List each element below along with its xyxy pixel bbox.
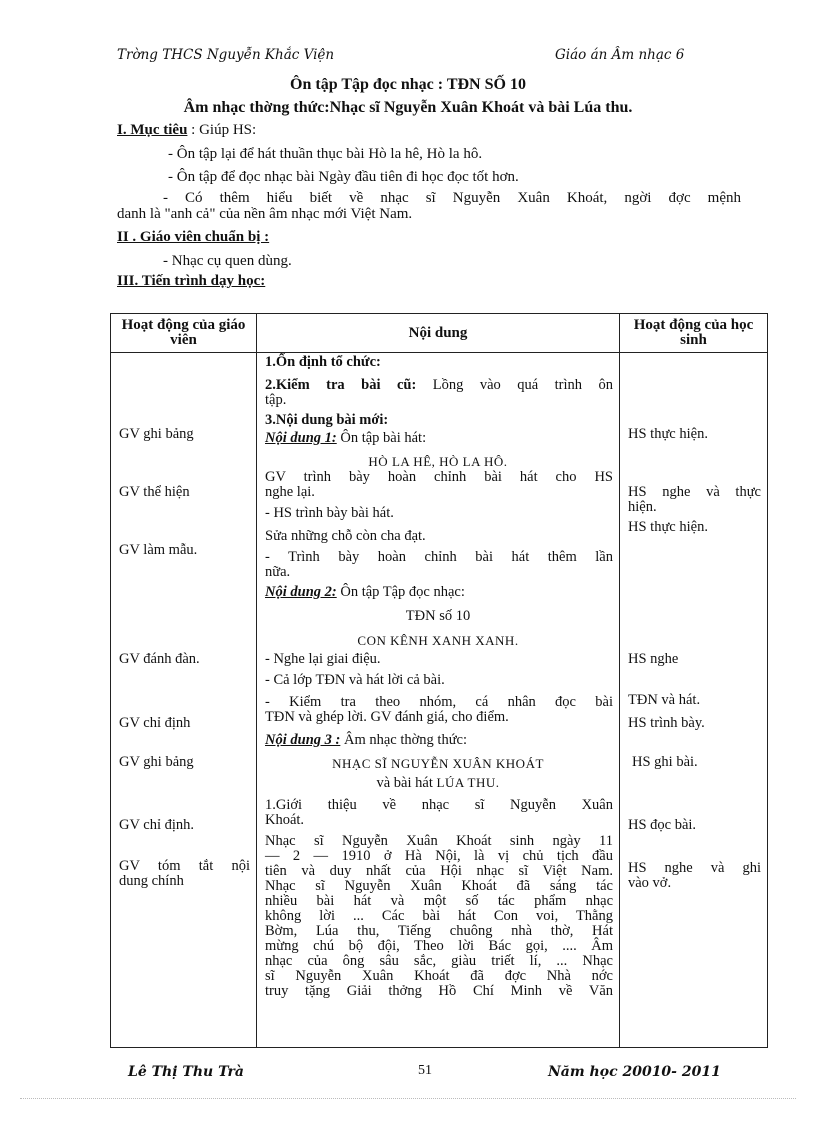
- bio-line: Nhạc sĩ Nguyễn Xuân Khoát đã sáng tác: [265, 878, 613, 894]
- objectives-heading-rest: : Giúp HS:: [187, 122, 257, 138]
- teacher-activity: GV chỉ định.: [119, 817, 195, 833]
- content-step-2: [265, 378, 613, 393]
- title-line-2: Âm nhạc thờng thức:Nhạc sĩ Nguyễn Xuân Khoát và bài Lúa thu.: [183, 99, 633, 116]
- page-number: 51: [418, 1063, 432, 1078]
- student-activity: HS nghe: [628, 651, 679, 667]
- content-step-1: 1.Ổn định tổ chức:: [265, 354, 381, 370]
- content-line: Sửa những chỗ còn cha đạt.: [265, 528, 426, 544]
- content-step-2-cont: tập.: [265, 392, 287, 408]
- header-school: Trờng THCS Nguyễn Khắc Viện: [117, 47, 335, 63]
- footer-author: Lê Thị Thu Trà: [128, 1064, 244, 1080]
- footer-school-year: Năm học 20010- 2011: [548, 1064, 721, 1080]
- content-line: 1.Giới thiệu về nhạc sĩ Nguyễn Xuân: [265, 797, 613, 813]
- part-1-text: Ôn tập bài hát:: [336, 430, 427, 446]
- bio-line: Bờm, Lúa thu, Tiếng chuông nhà thờ, Hát: [265, 923, 613, 939]
- prep-heading: II . Giáo viên chuẩn bị :: [117, 229, 270, 245]
- content-line: Khoát.: [265, 812, 305, 828]
- content-part-3: [265, 733, 613, 748]
- title-line-1: Ôn tập Tập đọc nhạc : TĐN SỐ 10: [290, 76, 526, 93]
- student-activity: HS nghe và ghi: [628, 860, 761, 876]
- content-line: nữa.: [265, 564, 291, 580]
- header-subject: Giáo án Âm nhạc 6: [555, 47, 685, 63]
- objectives-heading: I. Mục tiêu: [117, 122, 188, 138]
- student-activity: HS trình bày.: [628, 715, 705, 731]
- content-line: TĐN và ghép lời. GV đánh giá, cho điểm.: [265, 709, 509, 725]
- student-activity: HS nghe và thực: [628, 484, 761, 500]
- bio-line: nhạc của ông sâu sắc, giàu triết lí, ... Nhạc: [265, 953, 613, 969]
- objective-item: - Ôn tập để đọc nhạc bài Ngày đầu tiên đi học đọc tốt hơn.: [168, 169, 519, 185]
- student-activity: HS đọc bài.: [628, 817, 697, 833]
- bio-line: truy tặng Giải thởng Hồ Chí Minh về Văn: [265, 983, 613, 999]
- tdn-number: TĐN số 10: [405, 608, 471, 624]
- prep-item: - Nhạc cụ quen dùng.: [163, 253, 292, 269]
- teacher-activity: GV ghi bảng: [119, 426, 194, 442]
- bio-line: tiên và duy nhất của Hội nhạc sĩ Việt Nam.: [265, 863, 613, 879]
- bio-line: — 2 — 1910 ở Hà Nội, là vị chủ tịch đầu: [265, 848, 613, 864]
- student-activity: HS ghi bài.: [632, 754, 698, 770]
- col-header-student: Hoạt động của học sinh: [620, 314, 768, 353]
- process-heading: III. Tiến trình dạy học:: [117, 273, 266, 289]
- song-title-2: CON KÊNH XANH XANH.: [357, 633, 519, 648]
- teacher-activity: GV đánh đàn.: [119, 651, 200, 667]
- musician-name: NHẠC SĨ NGUYỄN XUÂN KHOÁT: [332, 756, 544, 771]
- bio-line: sĩ Nguyễn Xuân Khoát đã đợc Nhà nớc: [265, 968, 613, 984]
- and-song-text: và bài hát: [376, 775, 437, 791]
- teacher-activity: GV tóm tắt nội: [119, 858, 250, 874]
- content-step-3: 3.Nội dung bài mới:: [265, 412, 389, 428]
- student-activity: HS thực hiện.: [628, 426, 708, 442]
- page-bottom-divider: [20, 1098, 796, 1099]
- content-line: - Cả lớp TĐN và hát lời cả bài.: [265, 672, 445, 688]
- col-header-teacher: Hoạt động của giáo viên: [111, 314, 257, 353]
- song-title-3: LÚA THU.: [436, 775, 500, 790]
- content-line: - HS trình bày bài hát.: [265, 505, 394, 521]
- content-line: - Kiểm tra theo nhóm, cá nhân đọc bài: [265, 694, 613, 710]
- student-activity-cont: vào vở.: [628, 875, 672, 891]
- objective-item: - Có thêm hiểu biết về nhạc sĩ Nguyễn Xuân Khoát, ngời đợc mệnh: [163, 190, 741, 206]
- part-2-label: Nội dung 2:: [265, 584, 337, 600]
- teacher-activity: GV làm mẫu.: [119, 542, 198, 558]
- objectives-section: [117, 122, 256, 139]
- part-3-label: Nội dung 3 :: [265, 732, 341, 748]
- song-line-3: [257, 775, 619, 791]
- content-part-2: [265, 585, 613, 600]
- part-1-label: Nội dung 1:: [265, 430, 337, 446]
- student-column: [620, 353, 768, 1048]
- bio-line: mừng chú bộ đội, Theo lời Bác gọi, .... Âm: [265, 938, 613, 954]
- lesson-table: [110, 313, 768, 1048]
- content-column: [257, 353, 620, 1048]
- col-header-content: Nội dung: [257, 314, 620, 353]
- content-line: nghe lại.: [265, 484, 315, 500]
- content-part-1: [265, 431, 613, 446]
- objective-item-cont: danh là "anh cả" của nền âm nhạc mới Việt Nam.: [117, 206, 413, 222]
- teacher-activity: GV ghi bảng: [119, 754, 194, 770]
- part-2-text: Ôn tập Tập đọc nhạc:: [336, 584, 465, 600]
- bio-line: không lời ... Các bài hát Con voi, Thằng: [265, 908, 613, 924]
- content-step-2-text: Lồng vào quá trình ôn: [416, 377, 613, 393]
- content-line: GV trình bày hoàn chỉnh bài hát cho HS: [265, 469, 613, 485]
- student-activity: TĐN và hát.: [628, 692, 701, 708]
- teacher-column: [111, 353, 257, 1048]
- content-line: - Trình bày hoàn chỉnh bài hát thêm lần: [265, 549, 613, 565]
- teacher-activity-cont: dung chính: [119, 873, 184, 889]
- bio-line: nhiều bài hát và một số tác phẩm nhạc: [265, 893, 613, 909]
- content-line: - Nghe lại giai điệu.: [265, 651, 381, 667]
- song-title-1: HÒ LA HÊ, HÒ LA HÔ.: [368, 454, 508, 469]
- teacher-activity: GV thể hiện: [119, 484, 190, 500]
- content-step-2-label: 2.Kiểm tra bài cũ:: [265, 377, 417, 393]
- student-activity: HS thực hiện.: [628, 519, 708, 535]
- student-activity-cont: hiện.: [628, 499, 657, 515]
- objective-item: - Ôn tập lại để hát thuần thục bài Hò la hê, Hò la hô.: [168, 146, 483, 162]
- bio-line: Nhạc sĩ Nguyễn Xuân Khoát sinh ngày 11: [265, 833, 613, 849]
- part-3-text: Âm nhạc thờng thức:: [340, 732, 468, 748]
- teacher-activity: GV chỉ định: [119, 715, 191, 731]
